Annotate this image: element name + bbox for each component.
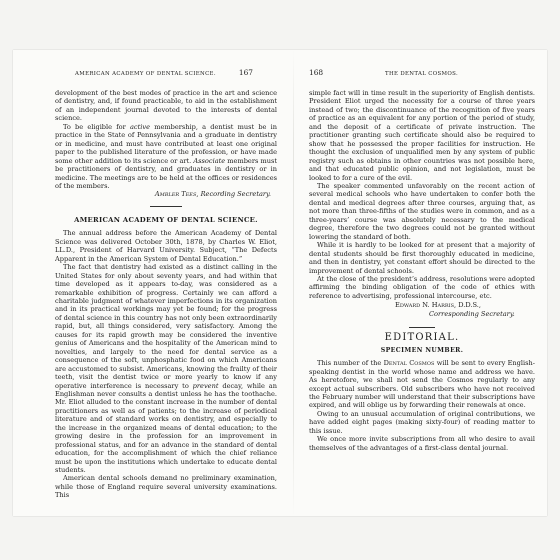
editorial-paragraph-3: We once more invite subscriptions from all who desire to avail themselves of the advantages of a first-class dental journal. [309,435,535,452]
right-paragraph-1: simple fact will in time result in the superiority of English dentists. President Eliot urged the necessity for a course of three years instead of two; the discontinuance of the recognition of five years of practice as an equivalent for any portion of the period of study, and the deposit of a certificate of private instruction. The practitioner granting such certificate should also be required to show that he possessed the proper facilities for instruction. He thought the exclusion of unqualified men by any system of public registry such as obtains in other countries was not possible here, and that educated public opinion, and not legislation, must be looked to for a cure of the evil. [309,89,535,182]
right-page [309,50,535,516]
text-run-italic: prevent [192,381,219,390]
editorial-paragraph-1 [309,359,535,410]
corresponding-secretary-signature [309,301,535,318]
right-page-number: 168 [309,68,324,77]
text-run-italic: Associate [193,156,226,165]
section-divider [150,206,182,207]
right-running-title: THE DENTAL COSMOS. [385,71,459,77]
editorial-subheading: SPECIMEN NUMBER. [380,346,464,354]
left-running-head [55,70,277,82]
left-paragraph-1: development of the best modes of practice in the art and science of dentistry, and, if found practicable, to aid in the establishment of an independent journal devoted to the interests of dental science. [55,89,277,123]
signature-name: Ambler Tees, [154,190,199,199]
left-page-number: 167 [238,68,253,77]
right-running-head [309,70,535,82]
signature-name: Edward N. Harris, D.D.S., [395,301,481,310]
signature-role: Recording Secretary. [200,190,271,199]
text-run: will be sent to every English-speaking dentist in the world whose name and address we have. As heretofore, we shall not send the Cosmos regularly to any except actual subscribers. Old subscribers who have not received the February number will understand that their subscriptions have expired, and will oblige us by forwarding their renewals at once. [309,359,535,410]
left-paragraph-4 [55,263,277,474]
text-run: membership, a dentist must be in practice in the State of Pennsylvania and a graduate in dentistry or in medicine, and must have contributed at least one original paper to the published literature of the profession, or have made some other addition to its science or art. [55,122,277,165]
signature-role: Corresponding Secretary. [429,309,515,318]
editorial-paragraph-2: Owing to an unusual accumulation of original contributions, we have added eight pages (making sixty-four) of reading matter to this issue. [309,409,535,435]
book-spread [13,50,547,516]
text-run: To be eligible for [63,122,130,131]
editorial-heading: EDITORIAL. [384,332,460,344]
text-run-italic: active [130,122,151,131]
left-running-title: AMERICAN ACADEMY OF DENTAL SCIENCE. [75,71,216,77]
right-paragraph-3: While it is hardly to be looked for at present that a majority of dental students should be first thoroughly educated in medicine, and then in dentistry, yet constant effort should be directed to the improvement of dental schools. [309,241,535,275]
book-gutter [293,50,294,516]
text-run-smallcaps: Dental Cosmos [383,359,435,368]
editorial-divider [409,327,435,328]
text-run: The fact that dentistry had existed as a distinct calling in the United States for only about seventy years, and had within that time developed as it appears to-day, was considered as a remarkable exhibition of progress. Certainly we can afford a charitable judgment of whatever imperfections in its organization and in its practical workings may yet be found; for the progress of dental science in this country has not only been extraordinarily rapid, but, all things considered, very satisfactory. Among the causes for its rapid growth may be considered the inventive genius of Americans and the hospitality of the American mind to novelties, and largely to the need for dental service as a consequence of the soft, unphosphatic food on which Americans are accustomed to subsist. Americans, knowing the frailty of their teeth, visit the dentist twice or more yearly to know if any operative interference is necessary to [55,263,277,390]
section-heading: AMERICAN ACADEMY OF DENTAL SCIENCE. [74,215,258,224]
left-paragraph-3: The annual address before the American Academy of Dental Science was delivered October 30th, 1878, by Charles W. Eliot, LL.D., President of Harvard University. Subject, “The Defects Apparent in the American System of Dental Education.” [55,229,277,263]
left-paragraph-5: American dental schools demand no preliminary examination, while those of England require several university examinations. This [55,474,277,500]
text-run: members must be practitioners of dentistry, and graduates in dentistry or in medicine. The meetings are to be held at the offices or residences of the members. [55,156,277,190]
right-paragraph-4: At the close of the president’s address, resolutions were adopted affirming the binding obligation of the code of ethics with reference to advertising, professional intercourse, etc. [309,274,535,300]
text-run: decay, while an Englishman never consults a dentist unless he has the toothache. Mr. Eliot alluded to the constant increase in the number of dental practitioners as well as of patients; to the increase of periodical literature and of standard works on dentistry, and especially to the increase in the organized means of dental education; to the growing desire in the profession for an improvement in professional status, and for an advance in the standard of dental education, for the accomplishment of which the chief reliance must be upon the institutions which undertake to educate dental students. [55,381,277,475]
text-run: This number of the [317,359,384,368]
left-paragraph-2 [55,123,277,191]
right-paragraph-2: The speaker commented unfavorably on the recent action of several medical schools who have undertaken to confer both the dental and medical degrees after three courses, arguing that, as not more than three-fifths of the studies were in common, and as a three-years’ course was absolutely necessary to the medical degree, therefore the two degrees could not be granted without lowering the standard of both. [309,181,535,241]
recording-secretary-signature [55,190,277,198]
left-page [55,50,277,516]
